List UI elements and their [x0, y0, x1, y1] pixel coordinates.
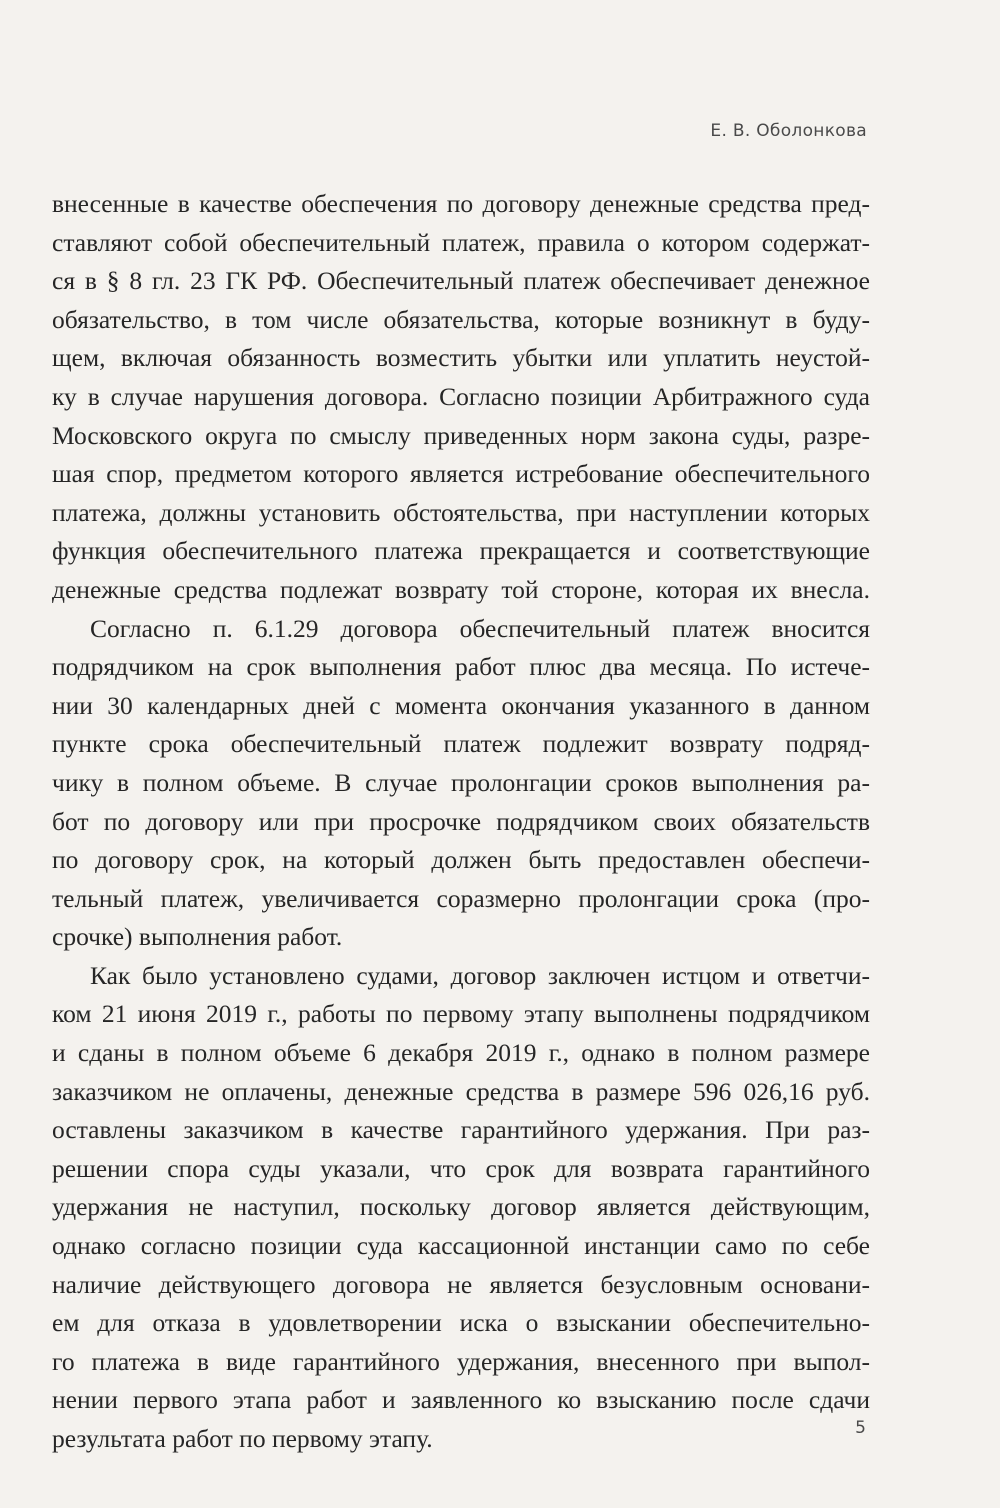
text-line: ком 21 июня 2019 г., работы по первому этапу выполнены подрядчиком	[52, 999, 870, 1029]
text-line: срочке) выполнения работ.	[52, 922, 343, 952]
text-line: пункте срока обеспечительный платеж подлежит возврату подряд-	[52, 729, 870, 759]
text-line: и сданы в полном объеме 6 декабря 2019 г., однако в полном размере	[52, 1038, 870, 1068]
text-line: платежа, должны установить обстоятельства, при наступлении которых	[52, 497, 870, 527]
text-line: удержания не наступил, поскольку договор является действующим,	[52, 1192, 870, 1222]
paragraph-2	[52, 610, 870, 957]
text-line: наличие действующего договора не является безусловным основани-	[52, 1269, 870, 1299]
text-line: по договору срок, на который должен быть предоставлен обеспечи-	[52, 845, 870, 875]
text-line: ся в § 8 гл. 23 ГК РФ. Обеспечительный платеж обеспечивает денежное	[52, 266, 870, 296]
text-line: ку в случае нарушения договора. Согласно позиции Арбитражного суда	[52, 381, 870, 411]
text-line: бот по договору или при просрочке подрядчиком своих обязательств	[52, 806, 870, 836]
text-line: денежные средства подлежат возврату той стороне, которая их внесла.	[52, 574, 870, 604]
text-line: функция обеспечительного платежа прекращается и соответствующие	[52, 536, 870, 566]
text-line: Согласно п. 6.1.29 договора обеспечительный платеж вносится	[90, 613, 870, 643]
text-line: Как было установлено судами, договор заключен истцом и ответчи-	[90, 960, 870, 990]
running-header-author: Е. В. Оболонкова	[710, 121, 867, 141]
text-line: щем, включая обязанность возместить убытки или уплатить неустой-	[52, 343, 870, 373]
text-line: оставлены заказчиком в качестве гарантийного удержания. При раз-	[52, 1115, 870, 1145]
text-line: внесенные в качестве обеспечения по договору денежные средства пред-	[52, 189, 870, 218]
text-line: нении первого этапа работ и заявленного ко взысканию после сдачи	[52, 1385, 870, 1415]
text-line: шая спор, предметом которого является истребование обеспечительного	[52, 459, 870, 489]
body-text	[52, 185, 870, 1459]
paragraph-3	[52, 957, 870, 1459]
text-line: результата работ по первому этапу.	[52, 1424, 433, 1453]
text-line: ставляют собой обеспечительный платеж, правила о котором содержат-	[52, 227, 870, 257]
text-line: тельный платеж, увеличивается соразмерно пролонгации срока (про-	[52, 883, 870, 913]
text-line: чику в полном объеме. В случае пролонгации сроков выполнения ра-	[52, 767, 870, 797]
page-number: 5	[855, 1418, 866, 1438]
text-line: подрядчиком на срок выполнения работ плюс два месяца. По истече-	[52, 652, 870, 682]
paragraph-1	[52, 185, 870, 610]
text-line: заказчиком не оплачены, денежные средства в размере 596 026,16 руб.	[52, 1076, 870, 1106]
text-line: нии 30 календарных дней с момента окончания указанного в данном	[52, 690, 870, 720]
text-line: го платежа в виде гарантийного удержания, внесенного при выпол-	[52, 1346, 870, 1376]
text-line: обязательство, в том числе обязательства, которые возникнут в буду-	[52, 304, 870, 334]
text-line: Московского округа по смыслу приведенных норм закона суды, разре-	[52, 420, 870, 450]
text-line: ем для отказа в удовлетворении иска о взыскании обеспечительно-	[52, 1308, 870, 1338]
text-line: однако согласно позиции суда кассационной инстанции само по себе	[52, 1231, 870, 1261]
text-line: решении спора суды указали, что срок для возврата гарантийного	[52, 1153, 870, 1183]
